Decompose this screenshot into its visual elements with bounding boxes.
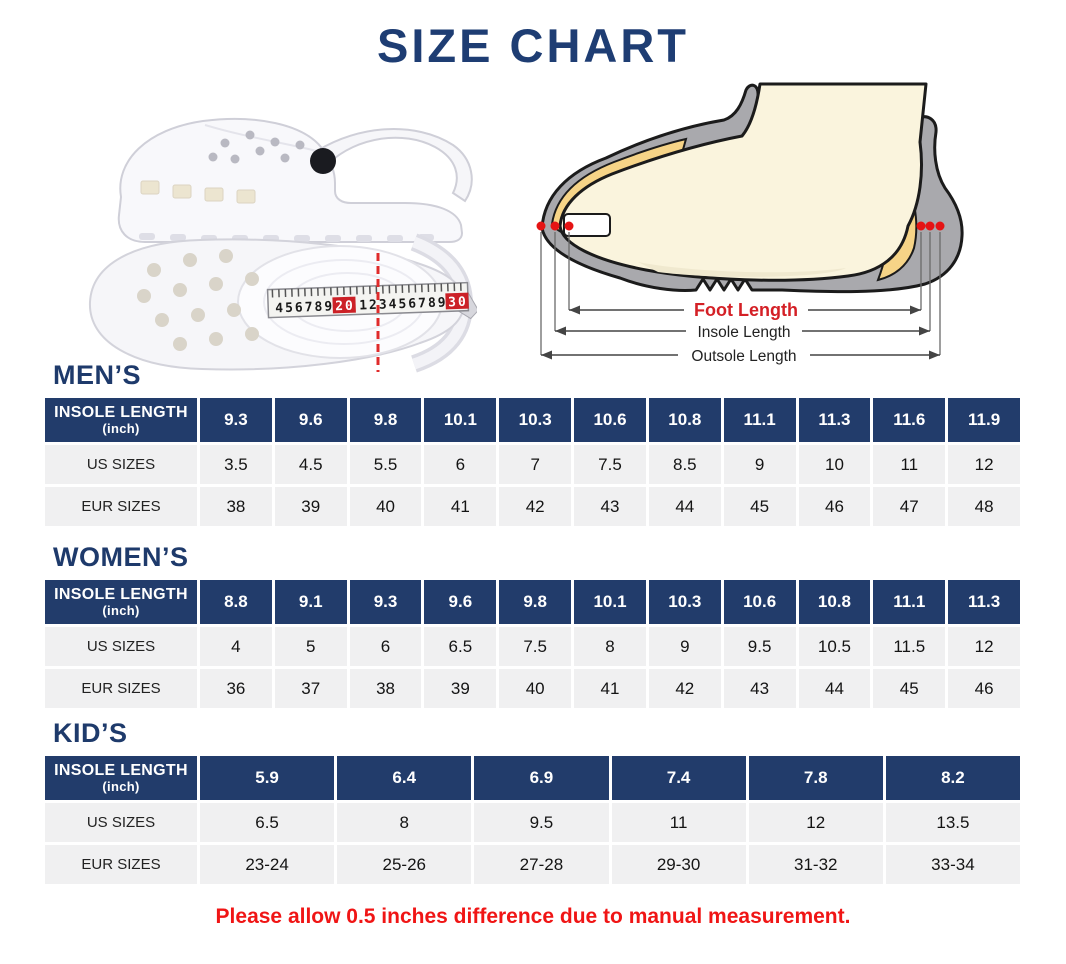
us-size-value: 6 — [424, 445, 496, 484]
eur-size-value: 45 — [873, 669, 945, 708]
insole-length-value: 9.6 — [275, 398, 347, 442]
outsole-length-label: Outsole Length — [691, 348, 797, 365]
us-size-value: 4 — [200, 627, 272, 666]
eur-size-value: 33-34 — [886, 845, 1020, 884]
clog-top-photo — [82, 230, 477, 380]
section-title-womens: WOMEN’S — [53, 542, 189, 572]
foot-diagram — [528, 76, 973, 368]
insole-length-value: 10.3 — [499, 398, 571, 442]
insole-length-value: 11.9 — [948, 398, 1020, 442]
eur-size-value: 40 — [499, 669, 571, 708]
section-mens — [45, 360, 1020, 526]
section-kids — [45, 718, 1020, 884]
insole-length-value: 7.4 — [612, 756, 746, 800]
eur-size-value: 23-24 — [200, 845, 334, 884]
us-size-value: 4.5 — [275, 445, 347, 484]
eur-size-value: 40 — [350, 487, 422, 526]
us-size-value: 5.5 — [350, 445, 422, 484]
us-size-value: 11 — [873, 445, 945, 484]
us-size-value: 12 — [948, 627, 1020, 666]
us-size-value: 6.5 — [200, 803, 334, 842]
us-size-value: 11.5 — [873, 627, 945, 666]
insole-length-label: Insole Length — [697, 324, 791, 341]
us-size-value: 12 — [749, 803, 883, 842]
insole-length-value: 10.8 — [649, 398, 721, 442]
insole-length-label: INSOLE LENGTH — [54, 762, 188, 780]
eur-size-value: 43 — [724, 669, 796, 708]
insole-length-value: 7.8 — [749, 756, 883, 800]
insole-length-value: 8.8 — [200, 580, 272, 624]
insole-length-value: 9.6 — [424, 580, 496, 624]
insole-length-value: 11.3 — [799, 398, 871, 442]
us-size-value: 5 — [275, 627, 347, 666]
eur-sizes-row-label: EUR SIZES — [45, 487, 197, 526]
size-table-mens — [45, 398, 1020, 526]
insole-length-value: 6.9 — [474, 756, 608, 800]
size-table-kids — [45, 756, 1020, 884]
us-size-value: 3.5 — [200, 445, 272, 484]
insole-length-value: 10.3 — [649, 580, 721, 624]
insole-length-header — [45, 580, 197, 624]
insole-length-value: 6.4 — [337, 756, 471, 800]
eur-size-value: 46 — [799, 487, 871, 526]
eur-size-value: 44 — [799, 669, 871, 708]
us-sizes-row-label: US SIZES — [45, 627, 197, 666]
us-size-value: 9 — [724, 445, 796, 484]
us-sizes-row-label: US SIZES — [45, 445, 197, 484]
eur-size-value: 42 — [499, 487, 571, 526]
eur-size-value: 41 — [424, 487, 496, 526]
eur-size-value: 38 — [200, 487, 272, 526]
tape-numbers-left: 456789 — [274, 299, 335, 317]
eur-size-value: 31-32 — [749, 845, 883, 884]
eur-size-value: 42 — [649, 669, 721, 708]
eur-sizes-row-label: EUR SIZES — [45, 845, 197, 884]
insole-length-value: 11.1 — [873, 580, 945, 624]
insole-length-value: 10.8 — [799, 580, 871, 624]
insole-length-value: 8.2 — [886, 756, 1020, 800]
eur-size-value: 25-26 — [337, 845, 471, 884]
us-size-value: 10.5 — [799, 627, 871, 666]
foot-length-label: Foot Length — [694, 300, 798, 320]
eur-size-value: 41 — [574, 669, 646, 708]
eur-size-value: 48 — [948, 487, 1020, 526]
tape-numbers-mid: 123456789 — [358, 295, 448, 314]
us-size-value: 9.5 — [724, 627, 796, 666]
insole-length-value: 10.6 — [724, 580, 796, 624]
foot-length-dimension — [569, 299, 921, 320]
insole-length-value: 10.1 — [424, 398, 496, 442]
eur-size-value: 39 — [424, 669, 496, 708]
tape-number-20: 20 — [334, 298, 356, 315]
insole-length-value: 9.8 — [499, 580, 571, 624]
insole-length-unit: (inch) — [102, 778, 140, 794]
us-size-value: 7 — [499, 445, 571, 484]
section-title-kids: KID’S — [53, 718, 128, 748]
insole-length-value: 9.3 — [200, 398, 272, 442]
eur-size-value: 37 — [275, 669, 347, 708]
insole-length-value: 9.8 — [350, 398, 422, 442]
insole-length-value: 11.6 — [873, 398, 945, 442]
insole-length-value: 9.3 — [350, 580, 422, 624]
insole-length-value: 10.6 — [574, 398, 646, 442]
eur-size-value: 43 — [574, 487, 646, 526]
insole-length-value: 11.1 — [724, 398, 796, 442]
us-size-value: 8.5 — [649, 445, 721, 484]
insole-length-unit: (inch) — [102, 420, 140, 436]
eur-size-value: 27-28 — [474, 845, 608, 884]
eur-size-value: 39 — [275, 487, 347, 526]
page-title: SIZE CHART — [377, 19, 689, 72]
size-table-womens — [45, 580, 1020, 708]
insole-length-dimension — [555, 321, 930, 341]
us-size-value: 7.5 — [574, 445, 646, 484]
section-title-mens: MEN’S — [53, 360, 142, 390]
eur-sizes-row-label: EUR SIZES — [45, 669, 197, 708]
measurement-note: Please allow 0.5 inches difference due to manual measurement. — [215, 905, 851, 928]
us-size-value: 6.5 — [424, 627, 496, 666]
eur-size-value: 38 — [350, 669, 422, 708]
us-size-value: 13.5 — [886, 803, 1020, 842]
eur-size-value: 36 — [200, 669, 272, 708]
us-size-value: 9.5 — [474, 803, 608, 842]
eur-size-value: 44 — [649, 487, 721, 526]
us-size-value: 6 — [350, 627, 422, 666]
us-size-value: 10 — [799, 445, 871, 484]
section-womens — [45, 542, 1020, 708]
eur-size-value: 46 — [948, 669, 1020, 708]
tape-number-30: 30 — [447, 294, 469, 311]
us-size-value: 8 — [337, 803, 471, 842]
insole-length-label: INSOLE LENGTH — [54, 586, 188, 604]
us-size-value: 7.5 — [499, 627, 571, 666]
insole-length-value: 11.3 — [948, 580, 1020, 624]
insole-length-value: 10.1 — [574, 580, 646, 624]
us-sizes-row-label: US SIZES — [45, 803, 197, 842]
us-size-value: 12 — [948, 445, 1020, 484]
clog-side-photo — [105, 85, 485, 250]
us-size-value: 11 — [612, 803, 746, 842]
strap-rivet — [310, 148, 336, 174]
insole-length-value: 5.9 — [200, 756, 334, 800]
eur-size-value: 29-30 — [612, 845, 746, 884]
insole-length-unit: (inch) — [102, 602, 140, 618]
insole-length-label: INSOLE LENGTH — [54, 404, 188, 422]
us-size-value: 8 — [574, 627, 646, 666]
eur-size-value: 45 — [724, 487, 796, 526]
insole-length-header — [45, 756, 197, 800]
insole-length-value: 9.1 — [275, 580, 347, 624]
us-size-value: 9 — [649, 627, 721, 666]
eur-size-value: 47 — [873, 487, 945, 526]
insole-length-header — [45, 398, 197, 442]
clog-heel-strap — [317, 129, 472, 201]
